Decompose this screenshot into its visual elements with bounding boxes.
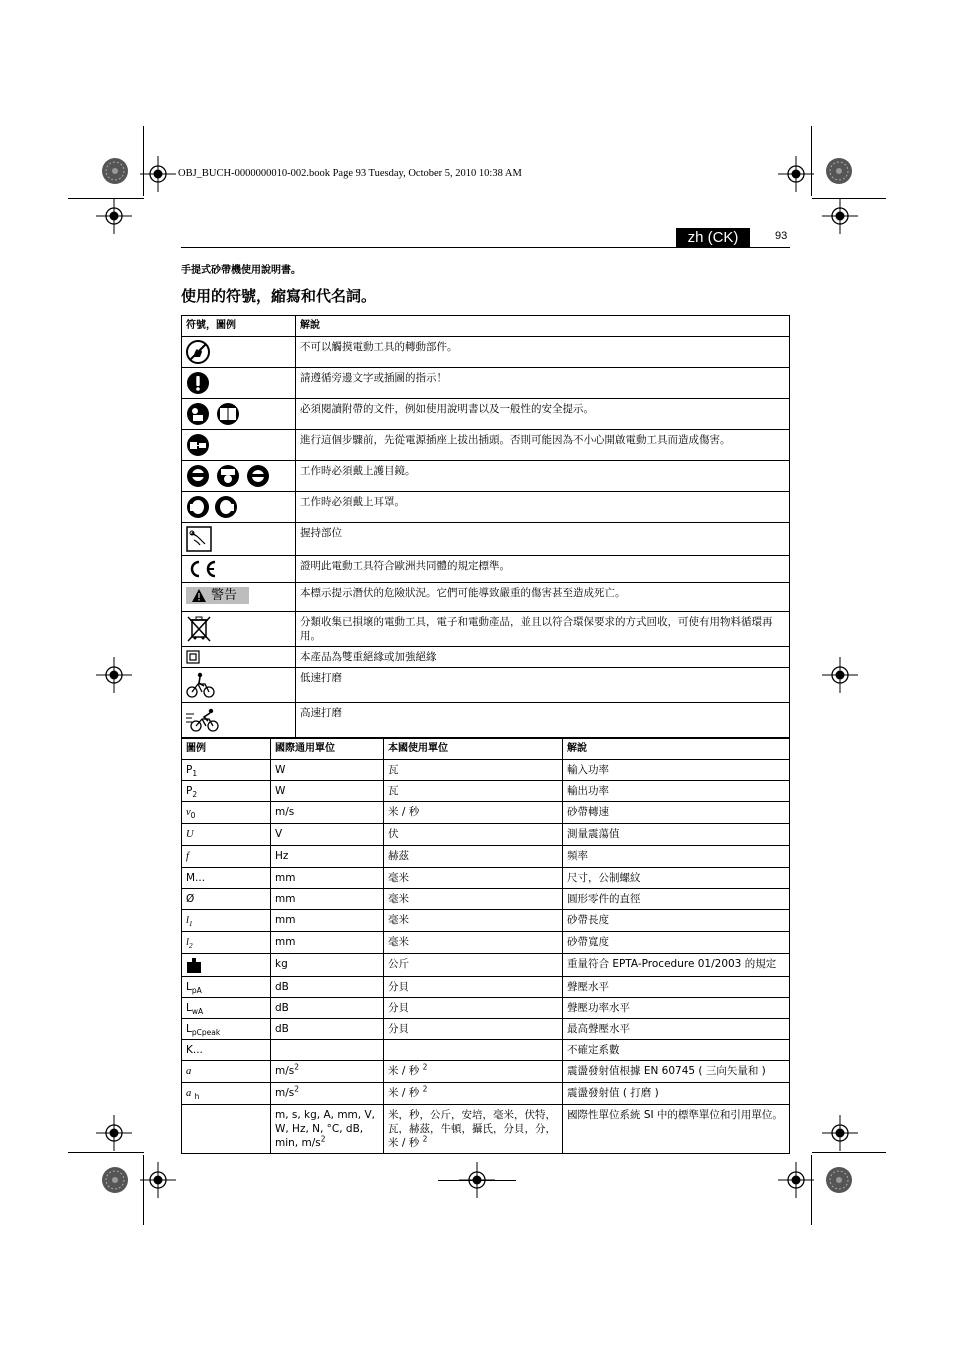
symbol-subscript: 2 bbox=[192, 790, 198, 800]
table-row bbox=[182, 824, 790, 846]
local-unit-cell: 毫米 bbox=[384, 932, 563, 954]
local-unit-cell: 毫米 bbox=[384, 889, 563, 910]
description-cell: 本標示提示潛伏的危險狀況。它們可能導致嚴重的傷害甚至造成死亡。 bbox=[296, 583, 790, 612]
superscript: 2 bbox=[320, 1134, 326, 1144]
description-cell: 輸出功率 bbox=[563, 781, 790, 802]
table-row bbox=[182, 977, 790, 998]
table-row bbox=[182, 492, 790, 523]
registration-mark-icon bbox=[822, 198, 858, 234]
superscript: 2 bbox=[294, 1062, 300, 1072]
symbol-cell bbox=[182, 703, 296, 738]
table-row bbox=[182, 1019, 790, 1040]
symbol-cell bbox=[182, 647, 296, 668]
description-cell: 低速打磨 bbox=[296, 668, 790, 703]
si-unit-cell bbox=[271, 1040, 384, 1061]
symbol-cell bbox=[182, 802, 271, 824]
ear-protection-icon bbox=[186, 495, 242, 519]
description-cell: 聲壓功率水平 bbox=[563, 998, 790, 1019]
page-number: 93 bbox=[775, 230, 788, 242]
column-header: 解說 bbox=[563, 739, 790, 760]
description-cell: 輸入功率 bbox=[563, 760, 790, 781]
eye-protection-icon bbox=[186, 464, 270, 488]
superscript: 2 bbox=[422, 1134, 428, 1144]
table-row bbox=[182, 583, 790, 612]
si-unit-cell: kg bbox=[271, 954, 384, 977]
symbol-text: v bbox=[186, 807, 191, 818]
table-row bbox=[182, 846, 790, 868]
description-cell: 不可以觸摸電動工具的轉動部件。 bbox=[296, 337, 790, 368]
local-unit-text: 米 / 秒 bbox=[388, 1087, 423, 1099]
registration-mark-icon bbox=[96, 657, 132, 693]
local-unit-cell: 分貝 bbox=[384, 1019, 563, 1040]
color-target-icon bbox=[101, 157, 129, 185]
local-unit-cell: 分貝 bbox=[384, 977, 563, 998]
symbol-text: P bbox=[186, 785, 193, 797]
symbol-cell bbox=[182, 399, 296, 430]
symbol-cell bbox=[182, 461, 296, 492]
table-row bbox=[182, 1083, 790, 1105]
table-row bbox=[182, 556, 790, 583]
si-unit-cell bbox=[271, 1105, 384, 1154]
ce-mark-icon bbox=[186, 559, 218, 579]
local-unit-cell: 瓦 bbox=[384, 781, 563, 802]
registration-mark-icon bbox=[822, 657, 858, 693]
print-slug: OBJ_BUCH-0000000010-002.book Page 93 Tuesday, October 5, 2010 10:38 AM bbox=[178, 168, 522, 179]
table-row bbox=[182, 668, 790, 703]
local-unit-cell bbox=[384, 1061, 563, 1083]
description-cell: 請遵循旁邊文字或插圖的指示！ bbox=[296, 368, 790, 399]
superscript: 2 bbox=[294, 1084, 300, 1094]
symbol-text: a bbox=[186, 1066, 192, 1077]
symbol-cell bbox=[182, 583, 296, 612]
symbol-text: U bbox=[186, 829, 194, 840]
fast-cyclist-icon bbox=[186, 706, 220, 734]
local-unit-cell: 赫茲 bbox=[384, 846, 563, 868]
table-row bbox=[182, 889, 790, 910]
si-unit-cell: W bbox=[271, 760, 384, 781]
weee-bin-icon bbox=[186, 615, 212, 643]
superscript: 2 bbox=[422, 1084, 428, 1094]
si-unit-cell: dB bbox=[271, 1019, 384, 1040]
local-unit-cell: 分貝 bbox=[384, 998, 563, 1019]
header-rule bbox=[181, 247, 790, 248]
description-cell: 高速打磨 bbox=[296, 703, 790, 738]
registration-mark-icon bbox=[140, 1162, 176, 1198]
symbol-subscript: pA bbox=[191, 986, 202, 996]
symbol-subscript: 0 bbox=[190, 811, 196, 821]
symbol-cell bbox=[182, 612, 296, 647]
si-unit-cell: m/s bbox=[271, 802, 384, 824]
description-cell: 不確定系數 bbox=[563, 1040, 790, 1061]
table-row bbox=[182, 781, 790, 802]
description-cell: 證明此電動工具符合歐洲共同體的規定標準。 bbox=[296, 556, 790, 583]
local-unit-cell: 公斤 bbox=[384, 954, 563, 977]
table-row bbox=[182, 868, 790, 889]
table-row bbox=[182, 368, 790, 399]
si-unit-cell: V bbox=[271, 824, 384, 846]
local-unit-text: 米，秒，公斤，安培，毫米，伏特，瓦，赫茲，牛頓，攝氏，分貝，分，米 / 秒 bbox=[388, 1109, 556, 1149]
symbol-text: l bbox=[186, 937, 189, 948]
local-unit-cell: 瓦 bbox=[384, 760, 563, 781]
registration-mark-icon bbox=[96, 1115, 132, 1151]
symbol-subscript: 1 bbox=[192, 769, 198, 779]
si-unit-text: m, s, kg, A, mm, V, W, Hz, N, °C, dB, min, m/s bbox=[275, 1109, 375, 1149]
weight-icon bbox=[186, 957, 202, 973]
symbol-text: P bbox=[186, 764, 193, 776]
si-unit-text: m/s bbox=[275, 1087, 295, 1099]
description-cell: 必須閱讀附帶的文件，例如使用說明書以及一般性的安全提示。 bbox=[296, 399, 790, 430]
warning-label-text: 警告 bbox=[211, 588, 238, 603]
local-unit-text: 米 / 秒 bbox=[388, 1065, 423, 1077]
table-row bbox=[182, 523, 790, 556]
si-unit-cell bbox=[271, 1083, 384, 1105]
description-cell: 震盪發射值 ( 打磨 ) bbox=[563, 1083, 790, 1105]
read-manual-icon bbox=[186, 402, 242, 426]
table-row bbox=[182, 399, 790, 430]
double-insulation-icon bbox=[186, 650, 200, 664]
description-cell: 圓形零件的直徑 bbox=[563, 889, 790, 910]
symbol-cell bbox=[182, 523, 296, 556]
description-cell: 國際性單位系統 SI 中的標準單位和引用單位。 bbox=[563, 1105, 790, 1154]
symbol-cell bbox=[182, 430, 296, 461]
si-unit-cell: mm bbox=[271, 910, 384, 932]
local-unit-cell: 米 / 秒 bbox=[384, 802, 563, 824]
symbol-cell bbox=[182, 1105, 271, 1154]
symbol-cell bbox=[182, 668, 296, 703]
description-cell: 分類收集已損壞的電動工具，電子和電動產品，並且以符合環保要求的方式回收，可使有用物料循環再用。 bbox=[296, 612, 790, 647]
local-unit-cell: 毫米 bbox=[384, 868, 563, 889]
description-cell: 本產品為雙重絕緣或加強絕緣 bbox=[296, 647, 790, 668]
column-header: 圖例 bbox=[182, 739, 271, 760]
si-unit-cell: mm bbox=[271, 868, 384, 889]
description-cell: 進行這個步驟前，先從電源插座上拔出插頭。否則可能因為不小心開啟電動工具而造成傷害。 bbox=[296, 430, 790, 461]
registration-mark-icon bbox=[778, 1162, 814, 1198]
si-unit-cell: W bbox=[271, 781, 384, 802]
symbol-cell: M... bbox=[182, 868, 271, 889]
crop-mark bbox=[68, 1152, 144, 1153]
local-unit-cell bbox=[384, 1040, 563, 1061]
local-unit-cell bbox=[384, 1105, 563, 1154]
symbol-cell bbox=[182, 760, 271, 781]
unplug-icon bbox=[186, 433, 210, 457]
si-unit-cell: mm bbox=[271, 889, 384, 910]
symbol-cell bbox=[182, 998, 271, 1019]
symbol-cell: Ø bbox=[182, 889, 271, 910]
exclamation-icon bbox=[186, 371, 210, 395]
symbol-cell bbox=[182, 1061, 271, 1083]
symbol-cell bbox=[182, 1083, 271, 1105]
table-row bbox=[182, 612, 790, 647]
description-cell: 頻率 bbox=[563, 846, 790, 868]
symbol-cell bbox=[182, 492, 296, 523]
table-row bbox=[182, 1040, 790, 1061]
symbol-cell bbox=[182, 368, 296, 399]
table-row bbox=[182, 1105, 790, 1154]
slow-cyclist-icon bbox=[186, 671, 216, 699]
table-row bbox=[182, 802, 790, 824]
table-row bbox=[182, 910, 790, 932]
table-row bbox=[182, 1061, 790, 1083]
table-row bbox=[182, 932, 790, 954]
description-cell: 尺寸，公制螺紋 bbox=[563, 868, 790, 889]
symbol-cell bbox=[182, 337, 296, 368]
crop-mark bbox=[438, 1180, 516, 1181]
color-target-icon bbox=[825, 1166, 853, 1194]
language-tab: zh (CK) bbox=[676, 228, 750, 247]
symbol-cell bbox=[182, 954, 271, 977]
registration-mark-icon bbox=[140, 156, 176, 192]
registration-mark-icon bbox=[822, 1115, 858, 1151]
table-header-row bbox=[182, 316, 790, 337]
symbol-text: L bbox=[186, 1002, 192, 1014]
symbol-cell: K... bbox=[182, 1040, 271, 1061]
description-cell: 聲壓水平 bbox=[563, 977, 790, 998]
si-unit-cell bbox=[271, 1061, 384, 1083]
symbol-cell bbox=[182, 1019, 271, 1040]
table-row bbox=[182, 954, 790, 977]
local-unit-cell bbox=[384, 1083, 563, 1105]
symbols-table bbox=[181, 315, 790, 738]
description-cell: 砂帶寬度 bbox=[563, 932, 790, 954]
si-unit-cell: mm bbox=[271, 932, 384, 954]
column-header: 國際通用單位 bbox=[271, 739, 384, 760]
description-cell: 最高聲壓水平 bbox=[563, 1019, 790, 1040]
column-header: 解說 bbox=[296, 316, 790, 337]
symbol-cell bbox=[182, 977, 271, 998]
symbol-subscript: pCpeak bbox=[191, 1028, 221, 1038]
color-target-icon bbox=[101, 1166, 129, 1194]
table-header-row bbox=[182, 739, 790, 760]
description-cell: 砂帶長度 bbox=[563, 910, 790, 932]
registration-mark-icon bbox=[96, 198, 132, 234]
registration-mark-icon bbox=[778, 156, 814, 192]
grip-area-icon bbox=[186, 526, 212, 552]
si-unit-cell: dB bbox=[271, 977, 384, 998]
symbol-subscript: 1 bbox=[188, 919, 193, 929]
symbol-text: a bbox=[186, 1088, 192, 1099]
color-target-icon bbox=[825, 157, 853, 185]
si-unit-cell: Hz bbox=[271, 846, 384, 868]
symbol-subscript: wA bbox=[191, 1007, 204, 1017]
table-row bbox=[182, 703, 790, 738]
description-cell: 震盪發射值根據 EN 60745 ( 三向矢量和 ) bbox=[563, 1061, 790, 1083]
table-row bbox=[182, 647, 790, 668]
table-row bbox=[182, 337, 790, 368]
symbol-cell bbox=[182, 932, 271, 954]
local-unit-cell: 毫米 bbox=[384, 910, 563, 932]
warning-label-icon bbox=[186, 587, 249, 604]
table-row bbox=[182, 998, 790, 1019]
si-unit-cell: dB bbox=[271, 998, 384, 1019]
symbol-cell bbox=[182, 781, 271, 802]
symbol-text: L bbox=[186, 1023, 192, 1035]
table-row bbox=[182, 461, 790, 492]
table-row bbox=[182, 430, 790, 461]
column-header: 符號，圖例 bbox=[182, 316, 296, 337]
column-header: 本國使用單位 bbox=[384, 739, 563, 760]
symbol-cell bbox=[182, 846, 271, 868]
symbol-text: L bbox=[186, 981, 192, 993]
table-row bbox=[182, 760, 790, 781]
warning-triangle-icon bbox=[192, 589, 206, 602]
units-table bbox=[181, 738, 790, 1154]
description-cell: 測量震蕩值 bbox=[563, 824, 790, 846]
si-unit-text: m/s bbox=[275, 1065, 295, 1077]
crop-mark bbox=[812, 1152, 886, 1153]
symbol-text: l bbox=[186, 915, 189, 926]
local-unit-cell: 伏 bbox=[384, 824, 563, 846]
description-cell: 握持部位 bbox=[296, 523, 790, 556]
superscript: 2 bbox=[422, 1062, 428, 1072]
description-cell: 重量符合 EPTA-Procedure 01/2003 的規定 bbox=[563, 954, 790, 977]
symbol-text: f bbox=[186, 851, 189, 862]
description-cell: 砂帶轉速 bbox=[563, 802, 790, 824]
description-cell: 工作時必須戴上護目鏡。 bbox=[296, 461, 790, 492]
document-title: 手提式砂帶機使用說明書。 bbox=[181, 265, 301, 276]
section-title: 使用的符號，縮寫和代名詞。 bbox=[181, 287, 377, 305]
symbol-cell bbox=[182, 824, 271, 846]
symbol-cell bbox=[182, 556, 296, 583]
symbol-subscript: 2 bbox=[188, 941, 193, 951]
symbol-cell bbox=[182, 910, 271, 932]
no-touch-icon bbox=[186, 340, 210, 364]
symbol-subscript: h bbox=[194, 1092, 200, 1102]
description-cell: 工作時必須戴上耳罩。 bbox=[296, 492, 790, 523]
